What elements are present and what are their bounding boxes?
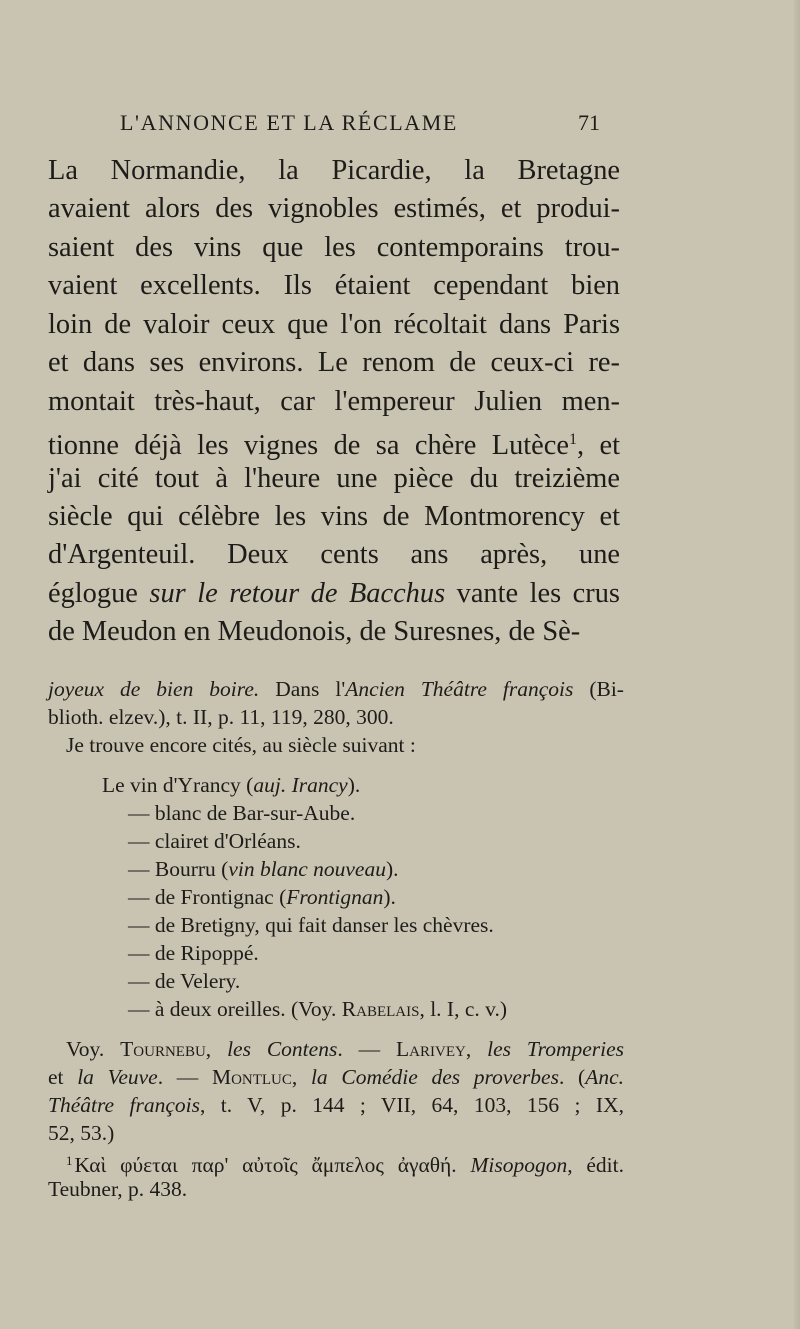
note-text: Le vin d'Yrancy ( xyxy=(102,773,254,797)
note-text: ). xyxy=(383,885,396,909)
note-text: , l. I, c. v.) xyxy=(419,997,508,1021)
note-line xyxy=(48,1147,624,1175)
author-name: Tournebu xyxy=(120,1037,206,1061)
author-name: Rabelais xyxy=(341,997,420,1021)
note-text: — de Frontignac ( xyxy=(128,885,287,909)
footnotes xyxy=(48,675,624,1203)
page-number: 71 xyxy=(578,110,600,135)
text-segment: églogue xyxy=(48,577,138,609)
verse-line: — de Ripoppé. xyxy=(128,941,259,965)
note-line xyxy=(48,675,624,703)
note-italic: Frontignan xyxy=(286,885,384,909)
work-title: les Tromperies xyxy=(487,1037,625,1061)
text-line: avaient alors des vignobles estimés, et produi- xyxy=(48,193,620,225)
text-segment: tionne déjà les vignes de sa chère Lutèce xyxy=(48,430,569,462)
note-text: ). xyxy=(385,857,399,881)
note-text: , t. V, p. 144 ; VII, 64, 103, 156 ; IX, xyxy=(199,1093,624,1117)
note-text: ). xyxy=(347,773,361,797)
work-title: la Comédie des proverbes xyxy=(310,1065,559,1089)
note-text: . — xyxy=(157,1065,212,1089)
verse-line xyxy=(48,883,624,911)
text-line: La Normandie, la Picardie, la Bretagne xyxy=(48,155,620,186)
note-line: Teubner, p. 438. xyxy=(48,1177,188,1201)
verse-line: — de Bretigny, qui fait danser les chèvres. xyxy=(128,913,494,937)
work-title: les Contens xyxy=(227,1037,338,1061)
verse-line: — clairet d'Orléans. xyxy=(128,829,301,853)
note-text: Dans l' xyxy=(259,677,346,701)
work-title: Anc. xyxy=(585,1065,624,1089)
note-line xyxy=(48,1035,624,1063)
text-line: et dans ses environs. Le renom de ceux-ci re- xyxy=(48,347,620,379)
work-title: Théâtre françois xyxy=(48,1093,200,1117)
text-line xyxy=(48,421,620,462)
verse-line xyxy=(48,855,624,883)
work-title: la Veuve xyxy=(77,1065,158,1089)
note-italic: joyeux de bien boire. xyxy=(48,677,260,701)
note-text: , xyxy=(205,1037,228,1061)
greek-quote: Καὶ φύεται παρ' αὐτοῖς ἄμπελος ἀγαθή. xyxy=(74,1153,471,1177)
author-name: Montluc xyxy=(211,1065,292,1089)
footnote-marker: 1 xyxy=(66,1153,73,1168)
text-line xyxy=(48,575,620,613)
note-text: , édit. xyxy=(567,1153,624,1177)
spacer xyxy=(48,1023,624,1035)
note-italic: auj. Irancy xyxy=(253,773,348,797)
text-segment: vante les crus xyxy=(456,577,620,609)
running-title: L'ANNONCE ET LA RÉCLAME xyxy=(120,110,458,135)
note-line: blioth. elzev.), t. II, p. 11, 119, 280, 300. xyxy=(48,705,394,729)
text-segment: , et xyxy=(576,430,620,462)
work-title: Misopogon xyxy=(470,1153,568,1177)
verse-line xyxy=(48,995,624,1023)
note-text: . — xyxy=(337,1037,397,1061)
text-line: siècle qui célèbre les vins de Montmorency et xyxy=(48,500,620,532)
note-text: — à deux oreilles. (Voy. xyxy=(128,997,342,1021)
verse-line xyxy=(48,771,624,799)
text-line: vaient excellents. Ils étaient cependant bien xyxy=(48,270,620,302)
text-line: montait très-haut, car l'empereur Julien men- xyxy=(48,385,620,417)
note-text: , xyxy=(465,1037,488,1061)
main-text xyxy=(48,152,620,652)
note-line xyxy=(48,1091,624,1119)
text-line: saient des vins que les contemporains trou- xyxy=(48,231,620,263)
note-text: , xyxy=(291,1065,311,1089)
note-text: et xyxy=(48,1065,78,1089)
text-line: de Meudon en Meudonois, de Suresnes, de Sè- xyxy=(48,616,581,648)
text-line: j'ai cité tout à l'heure une pièce du treizième xyxy=(48,462,620,494)
note-text: Voy. xyxy=(66,1037,121,1061)
text-line: d'Argenteuil. Deux cents ans après, une xyxy=(48,539,620,571)
text-line: loin de valoir ceux que l'on récoltait dans Paris xyxy=(48,308,620,340)
verse-line: — blanc de Bar-sur-Aube. xyxy=(128,801,356,825)
note-line: Je trouve encore cités, au siècle suivant : xyxy=(66,733,416,757)
note-italic: vin blanc nouveau xyxy=(228,857,386,881)
footnote-reference: 1 xyxy=(568,431,577,449)
running-header xyxy=(120,110,600,136)
note-text: . ( xyxy=(558,1065,586,1089)
note-line xyxy=(48,1063,624,1091)
note-text: (Bi- xyxy=(573,677,624,701)
author-name: Larivey xyxy=(396,1037,466,1061)
verse-line: — de Velery. xyxy=(128,969,241,993)
page-edge xyxy=(794,0,800,1329)
note-line: 52, 53.) xyxy=(48,1121,115,1145)
note-text: — Bourru ( xyxy=(128,857,229,881)
work-title: Ancien Théâtre françois xyxy=(345,677,574,701)
spacer xyxy=(48,759,624,771)
work-title: sur le retour de Bacchus xyxy=(149,577,446,609)
